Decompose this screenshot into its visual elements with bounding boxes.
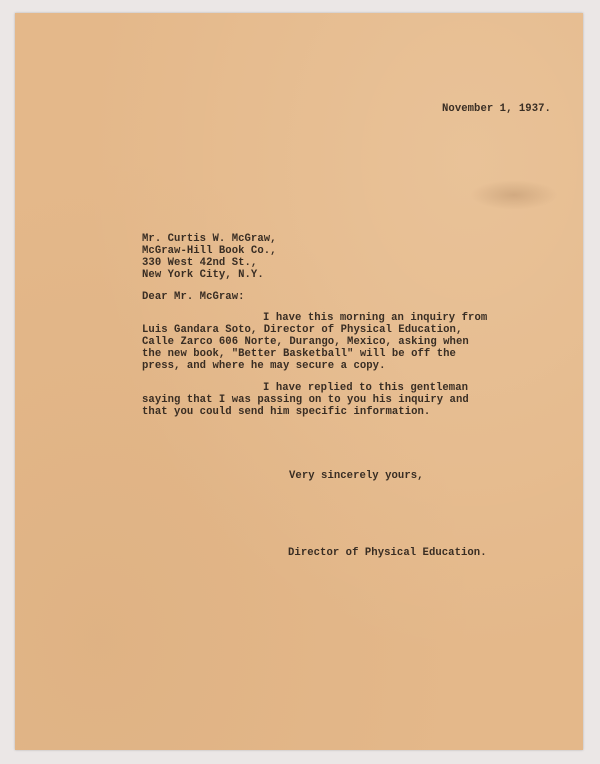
paragraph-1-line: Calle Zarco 606 Norte, Durango, Mexico, asking when	[142, 336, 469, 348]
paragraph-1-line: Luis Gandara Soto, Director of Physical Education,	[142, 324, 463, 336]
paragraph-2-line: I have replied to this gentleman	[263, 382, 469, 394]
recipient-street: 330 West 42nd St.,	[142, 257, 258, 269]
letter-page	[15, 13, 583, 750]
paper-stain	[470, 180, 558, 210]
paragraph-1-line: I have this morning an inquiry from	[263, 312, 488, 324]
paragraph-2-line: saying that I was passing on to you his inquiry and	[142, 394, 469, 406]
recipient-city: New York City, N.Y.	[142, 269, 264, 281]
recipient-name: Mr. Curtis W. McGraw,	[142, 233, 277, 245]
salutation: Dear Mr. McGraw:	[142, 291, 245, 303]
closing: Very sincerely yours,	[289, 470, 424, 482]
signature-title: Director of Physical Education.	[288, 547, 487, 559]
paragraph-1-line: press, and where he may secure a copy.	[142, 360, 386, 372]
paragraph-1-line: the new book, "Better Basketball" will be off the	[142, 348, 456, 360]
recipient-company: McGraw-Hill Book Co.,	[142, 245, 277, 257]
letter-date: November 1, 1937.	[442, 103, 551, 115]
paragraph-2-line: that you could send him specific information.	[142, 406, 431, 418]
